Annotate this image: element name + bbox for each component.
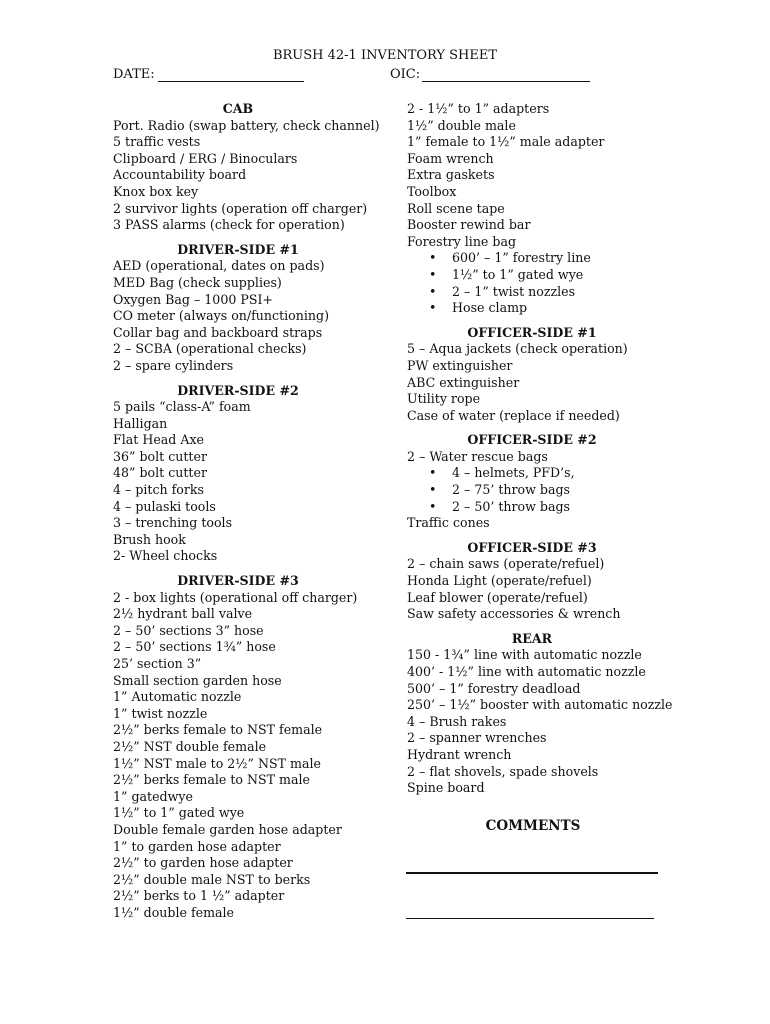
list-item: 25’ section 3”: [113, 656, 202, 671]
comments-line[interactable]: [406, 872, 658, 874]
section-heading: OFFICER-SIDE #1: [467, 324, 597, 340]
list-item: Toolbox: [407, 183, 457, 199]
list-item: 2 – flat shovels, spade shovels: [407, 763, 599, 779]
list-item: 2½” double male NST to berks: [113, 871, 311, 887]
date-field[interactable]: [158, 81, 304, 82]
list-item: 2 survivor lights (operation off charger): [113, 200, 368, 216]
list-item: 2 – 50’ sections 1¾” hose: [113, 639, 276, 655]
list-item: 5 – Aqua jackets (check operation): [407, 341, 628, 357]
list-item: 2½” NST double female: [113, 738, 267, 754]
list-item: Small section garden hose: [113, 672, 282, 688]
list-item: 1” gatedwye: [113, 788, 193, 804]
list-item: CO meter (always on/functioning): [113, 308, 329, 324]
list-item: 150 - 1¾” line with automatic nozzle: [407, 647, 642, 663]
section-heading: CAB: [222, 101, 254, 116]
section-heading: OFFICER-SIDE #3: [467, 539, 597, 555]
list-item: 1½” NST male to 2½” NST male: [113, 755, 321, 771]
list-item: 4 – pitch forks: [113, 482, 204, 498]
list-item: 2 – Water rescue bags: [407, 448, 548, 464]
bullet-item: • 600’ – 1” forestry line: [429, 250, 707, 267]
bullet-item: • 1½” to 1” gated wye: [429, 267, 707, 284]
bullet-item: • 4 – helmets, PFD’s,: [429, 465, 707, 482]
list-item: Collar bag and backboard straps: [113, 324, 323, 340]
list-item: Double female garden hose adapter: [113, 821, 342, 837]
section-driver-side-3-continued: [407, 101, 707, 317]
section-rear: [407, 631, 707, 797]
list-item: 2½” berks female to NST female: [113, 722, 323, 738]
list-item: 5 pails “class-A” foam: [113, 399, 251, 415]
list-item: Spine board: [407, 780, 485, 796]
list-item: Utility rope: [407, 391, 481, 407]
list-item: MED Bag (check supplies): [113, 274, 282, 290]
section-officer-side-3: [407, 540, 707, 623]
list-item: Foam wrench: [407, 150, 494, 166]
list-item: ABC extinguisher: [407, 374, 520, 390]
list-item: 2½ hydrant ball valve: [113, 606, 253, 622]
list-item: Extra gaskets: [407, 167, 495, 183]
list-item: 1” female to 1½” male adapter: [407, 134, 605, 150]
list-item: 2½” berks to 1 ½” adapter: [113, 888, 285, 904]
section-officer-side-1: [407, 325, 707, 425]
list-item: 2 – 50’ sections 3” hose: [113, 622, 264, 638]
section-heading: DRIVER-SIDE #2: [177, 382, 299, 398]
comments-heading: COMMENTS: [485, 818, 581, 834]
list-item: AED (operational, dates on pads): [113, 258, 325, 274]
bullet-item: • 2 – 1” twist nozzles: [429, 284, 707, 301]
list-item: 4 – Brush rakes: [407, 713, 507, 729]
list-item: 5 traffic vests: [113, 134, 201, 150]
list-item: Clipboard / ERG / Binoculars: [113, 150, 298, 166]
date-label: DATE:: [113, 67, 155, 82]
list-item: 2 – chain saws (operate/refuel): [407, 556, 605, 572]
list-item: 2 – spare cylinders: [113, 357, 234, 373]
list-item: 36” bolt cutter: [113, 448, 207, 464]
list-item: Oxygen Bag – 1000 PSI+: [113, 291, 273, 307]
section-heading: DRIVER-SIDE #1: [177, 241, 299, 257]
list-item: 1” Automatic nozzle: [113, 689, 242, 705]
list-item: Forestry line bag: [407, 233, 517, 249]
section-cab: [113, 101, 380, 234]
list-item: 2- Wheel chocks: [113, 548, 218, 564]
list-item: 1½” double female: [113, 904, 235, 920]
list-item: 500’ – 1” forestry deadload: [407, 680, 581, 696]
list-item: Accountability board: [113, 167, 247, 183]
right-column: [407, 101, 707, 797]
list-item: 2 – spanner wrenches: [407, 730, 547, 746]
list-item: Hydrant wrench: [407, 746, 512, 762]
list-item: Brush hook: [113, 531, 186, 547]
section-driver-side-3: [113, 573, 373, 921]
list-item: Flat Head Axe: [113, 432, 204, 448]
list-item: 1” to garden hose adapter: [113, 838, 281, 854]
list-item: Saw safety accessories & wrench: [407, 606, 621, 622]
comments-line[interactable]: [406, 918, 654, 919]
list-item: Booster rewind bar: [407, 217, 531, 233]
section-heading: DRIVER-SIDE #3: [177, 573, 299, 589]
oic-label: OIC:: [390, 67, 421, 82]
list-item: 2½” to garden hose adapter: [113, 855, 293, 871]
list-item: Honda Light (operate/refuel): [407, 573, 592, 589]
list-item: 48” bolt cutter: [113, 465, 207, 481]
list-item: 400’ - 1½” line with automatic nozzle: [407, 664, 646, 679]
list-item: 2 - 1½” to 1” adapters: [407, 101, 550, 116]
oic-field[interactable]: [422, 81, 590, 82]
list-item: 2 – SCBA (operational checks): [113, 341, 307, 357]
bullet-item: • Hose clamp: [429, 300, 707, 317]
section-driver-side-1: [113, 242, 373, 375]
list-item: Case of water (replace if needed): [407, 407, 620, 423]
list-item: PW extinguisher: [407, 357, 513, 373]
list-item: 1½” double male: [407, 117, 516, 133]
bullet-item: • 2 – 75’ throw bags: [429, 482, 707, 499]
section-heading: REAR: [511, 630, 553, 646]
list-item: 2 - box lights (operational off charger): [113, 589, 358, 605]
list-item: 1½” to 1” gated wye: [113, 805, 245, 821]
list-item: 1” twist nozzle: [113, 705, 208, 721]
section-heading: OFFICER-SIDE #2: [467, 432, 597, 448]
list-item: Halligan: [113, 415, 168, 431]
list-item: Leaf blower (operate/refuel): [407, 589, 588, 605]
list-item: 3 PASS alarms (check for operation): [113, 217, 345, 233]
list-item: Port. Radio (swap battery, check channel): [113, 117, 380, 133]
list-item: 3 – trenching tools: [113, 515, 233, 531]
list-item: 4 – pulaski tools: [113, 498, 216, 514]
list-item: Roll scene tape: [407, 200, 505, 216]
list-item: Traffic cones: [407, 515, 490, 531]
list-item: 2½” berks female to NST male: [113, 772, 310, 788]
bullet-item: • 2 – 50’ throw bags: [429, 499, 707, 516]
section-officer-side-2: [407, 432, 707, 532]
page-title: BRUSH 42-1 INVENTORY SHEET: [272, 48, 498, 63]
section-driver-side-2: [113, 383, 373, 566]
list-item: Knox box key: [113, 183, 199, 199]
list-item: 250’ – 1½” booster with automatic nozzle: [407, 697, 673, 713]
left-column: [113, 101, 380, 922]
